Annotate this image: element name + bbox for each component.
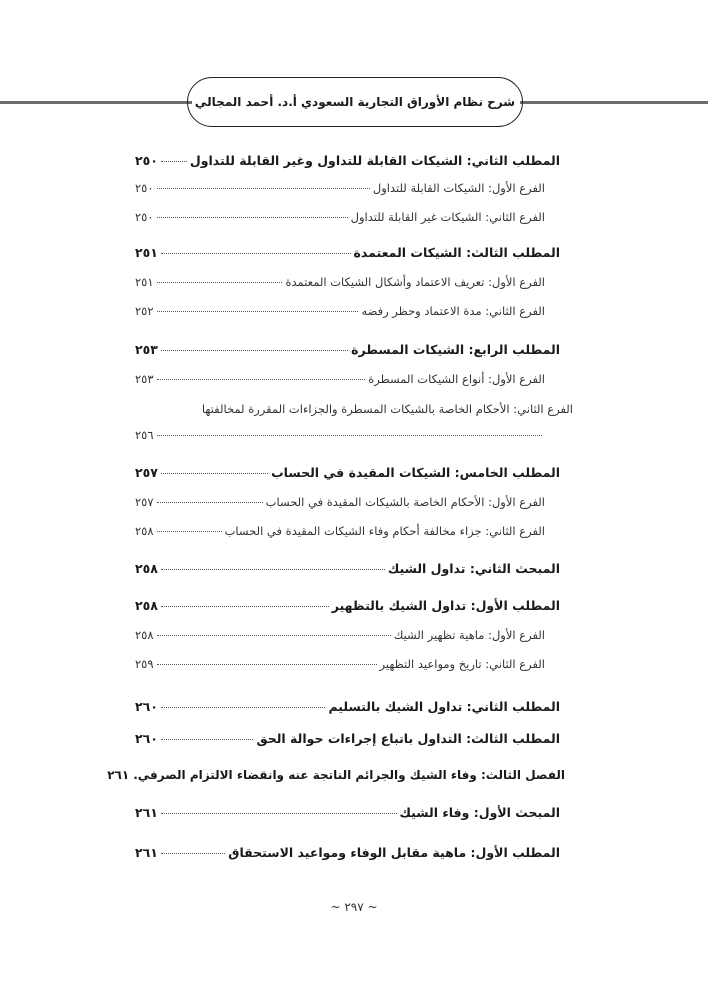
toc-entry-title: الفرع الثاني: مدة الاعتماد وحظر رفضه	[361, 304, 545, 318]
toc-entry	[135, 495, 545, 509]
dot-leader	[157, 311, 359, 312]
toc-entry	[135, 210, 545, 224]
toc-entry-page: ٢٥٠	[135, 181, 154, 195]
toc-entry-page: ٢٥٣	[135, 342, 158, 357]
dot-leader	[157, 664, 377, 665]
toc-entry-page: ٢٥٧	[135, 465, 158, 480]
header-rule-right	[520, 101, 708, 104]
toc-entry-title: المبحث الأول: وفاء الشيك	[399, 805, 560, 820]
toc-entry-title: المطلب الثالث: الشيكات المعتمدة	[353, 245, 560, 260]
toc-entry-page: ٢٥٩	[135, 657, 154, 671]
dot-leader	[161, 569, 385, 570]
toc-entry-page: ٢٥٦	[135, 428, 154, 442]
toc-entry-page: ٢٥١	[135, 245, 158, 260]
toc-entry	[135, 628, 545, 642]
toc-entry-page: ٢٦١	[135, 845, 158, 860]
toc-entry-chapter	[107, 768, 565, 782]
toc-entry-title: المطلب الثاني: تداول الشيك بالتسليم	[328, 699, 560, 714]
toc-entry-title: المبحث الثاني: تداول الشيك	[387, 561, 560, 576]
toc-entry-title: الفرع الأول: أنواع الشيكات المسطرة	[368, 372, 545, 386]
toc-entry-title: الفصل الثالث: وفاء الشيك والجرائم الناتجة عنه وانقضاء الالتزام الصرفي.	[133, 768, 565, 782]
dot-leader	[161, 813, 397, 814]
dot-leader	[157, 635, 391, 636]
dot-leader	[157, 282, 283, 283]
toc-entry-title: الفرع الأول: الشيكات القابلة للتداول	[372, 181, 545, 195]
dot-leader	[161, 606, 329, 607]
dot-leader	[161, 739, 254, 740]
dot-leader	[161, 707, 326, 708]
toc-entry-title: المطلب الخامس: الشيكات المقيدة في الحساب	[271, 465, 560, 480]
toc-entry-wrapped	[128, 402, 573, 416]
running-header-title: شرح نظام الأوراق التجارية السعودي أ.د. أحمد المجالي	[194, 95, 516, 109]
toc-entry-page: ٢٦١	[135, 805, 158, 820]
toc-entry-page: ٢٥٠	[135, 210, 154, 224]
toc-entry-title: المطلب الثالث: التداول باتباع إجراءات حوالة الحق	[256, 731, 560, 746]
toc-entry-page: ٢٥٧	[135, 495, 154, 509]
toc-entry-title: المطلب الأول: تداول الشيك بالتظهير	[331, 598, 560, 613]
toc-entry	[135, 731, 560, 746]
dot-leader	[157, 379, 366, 380]
toc-entry-page: ٢٥٠	[135, 153, 158, 168]
toc-entry-title: الفرع الثاني: جزاء مخالفة أحكام وفاء الشيكات المقيدة في الحساب	[224, 524, 545, 538]
toc-entry-page: ٢٥٣	[135, 372, 154, 386]
toc-entry-page: ٢٥٨	[135, 561, 158, 576]
toc-entry-title: الفرع الأول: ماهية تظهير الشيك	[393, 628, 545, 642]
toc-entry	[135, 561, 560, 576]
toc-entry-page: ٢٦٠	[135, 699, 158, 714]
toc-entry-title: الفرع الثاني: الأحكام الخاصة بالشيكات المسطرة والجزاءات المقررة لمخالفتها	[201, 402, 573, 416]
toc-entry-page: ٢٥٢	[135, 304, 154, 318]
dot-leader	[161, 161, 187, 162]
header-rule-left	[0, 101, 192, 104]
toc-entry-title: الفرع الثاني: تاريخ ومواعيد التظهير	[379, 657, 545, 671]
dot-leader	[157, 435, 542, 436]
toc-entry-title: المطلب الثاني: الشيكات القابلة للتداول وغير القابلة للتداول	[189, 153, 560, 168]
toc-entry-page: ٢٥١	[135, 275, 154, 289]
toc-entry	[135, 598, 560, 613]
toc-entry-page: ٢٦٠	[135, 731, 158, 746]
toc-entry	[135, 181, 545, 195]
toc-entry-continuation	[135, 428, 545, 442]
toc-entry	[135, 699, 560, 714]
dot-leader	[157, 217, 348, 218]
dot-leader	[157, 502, 263, 503]
toc-entry-page: ٢٥٨	[135, 628, 154, 642]
page-number: ~ ٢٩٧ ~	[330, 900, 378, 914]
toc-entry-page: ٢٦١	[107, 768, 130, 782]
toc-entry-title: المطلب الأول: ماهية مقابل الوفاء ومواعيد الاستحقاق	[228, 845, 560, 860]
dot-leader	[161, 853, 225, 854]
toc-entry	[135, 657, 545, 671]
toc-entry	[135, 805, 560, 820]
toc-entry	[135, 304, 545, 318]
dot-leader	[161, 253, 351, 254]
toc-entry-title: الفرع الأول: تعريف الاعتماد وأشكال الشيكات المعتمدة	[285, 275, 545, 289]
toc-entry	[135, 372, 545, 386]
toc-entry	[135, 342, 560, 357]
dot-leader	[157, 188, 370, 189]
toc-entry-title: المطلب الرابع: الشيكات المسطرة	[351, 342, 560, 357]
dot-leader	[161, 473, 268, 474]
toc-entry	[135, 245, 560, 260]
running-header	[187, 77, 523, 127]
dot-leader	[157, 531, 222, 532]
toc-entry-page: ٢٥٨	[135, 524, 154, 538]
toc-entry	[135, 465, 560, 480]
toc-entry-title: الفرع الأول: الأحكام الخاصة بالشيكات المقيدة في الحساب	[265, 495, 545, 509]
toc-entry	[135, 275, 545, 289]
toc-entry	[135, 845, 560, 860]
toc-entry-title: الفرع الثاني: الشيكات غير القابلة للتداول	[350, 210, 545, 224]
toc-entry	[135, 524, 545, 538]
toc-entry-page: ٢٥٨	[135, 598, 158, 613]
dot-leader	[161, 350, 348, 351]
toc-entry	[135, 153, 560, 168]
